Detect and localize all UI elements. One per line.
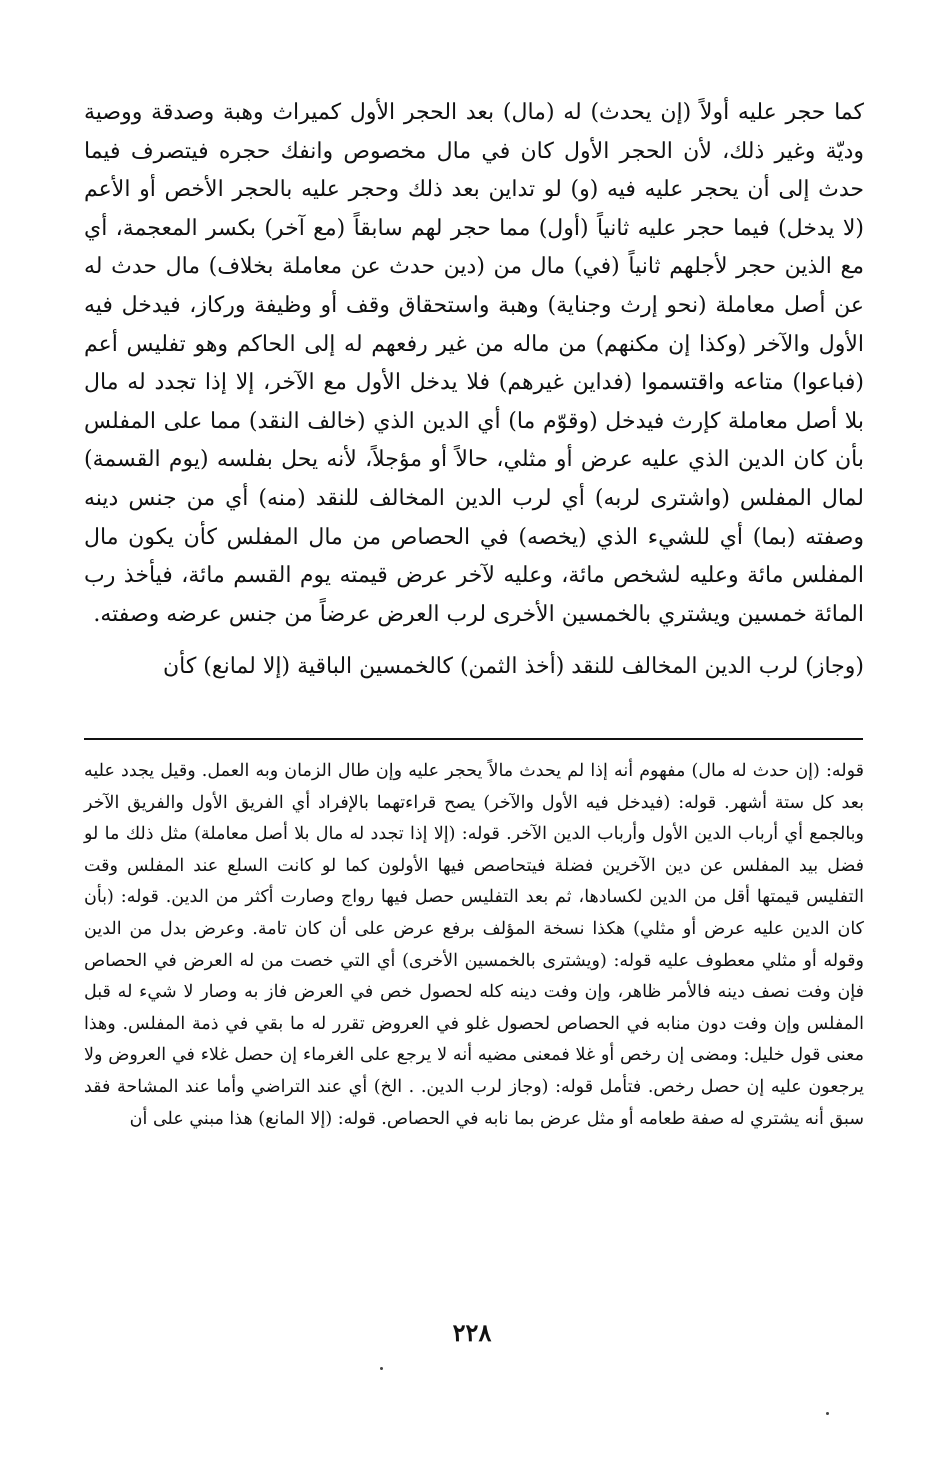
scan-speck bbox=[380, 1367, 383, 1370]
scan-speck bbox=[826, 1412, 829, 1415]
main-paragraph: (وجاز) لرب الدين المخالف للنقد (أخذ الثمن) كالخمسين الباقية (إلا لمانع) كأن bbox=[162, 654, 864, 680]
footnotes-block bbox=[84, 756, 864, 1135]
page-number: ٢٢٨ bbox=[452, 1318, 492, 1347]
footnote-separator bbox=[84, 738, 863, 740]
main-text-block bbox=[84, 94, 864, 687]
main-paragraph: كما حجر عليه أولاً (إن يحدث) له (مال) بعد الحجر الأول كميراث وهبة وصدقة ووصية وديّة وغير ذلك، لأن الحجر الأول كان في مال مخصوص وانفك حجره فيتصرف فيما حدث إلى أن يحجر عليه فيه (و) لو تداين بعد ذلك وحجر عليه بالحجر الأخص أو الأعم (لا يدخل) فيما حجر عليه ثانياً (أول) مما حجر لهم سابقاً (مع آخر) بكسر المعجمة، أي مع الذين حجر لأجلهم ثانياً (في) مال من (دين حدث عن معاملة بخلاف) مال حدث له عن أصل معاملة (نحو إرث وجناية) وهبة واستحقاق وقف أو وظيفة وركاز، فيدخل فيه الأول والآخر (وكذا إن مكنهم) من ماله من غير رفعهم له إلى الحاكم وهو تفليس أعم (فباعوا) متاعه واقتسموا (فداين غيرهم) فلا يدخل الأول مع الآخر، إلا إذا تجدد له مال بلا أصل معاملة كإرث فيدخل (وقوّم ما) أي الدين الذي (خالف النقد) مما على المفلس بأن كان الدين الذي عليه عرض أو مثلي، حالاً أو مؤجلاً، لأنه يحل بفلسه (يوم القسمة) لمال المفلس (واشترى لربه) أي لرب الدين المخالف للنقد (منه) أي من جنس دينه وصفته (بما) أي للشيء الذي (يخصه) في الحصاص من مال المفلس كأن يكون مال المفلس مائة وعليه لشخص مائة، وعليه لآخر عرض قيمته يوم القسم مائة، فيأخذ رب المائة خمسين ويشتري بالخمسين الأخرى لرب العرض عرضاً من جنس عرضه وصفته. bbox=[84, 100, 865, 627]
footnote-text: قوله: (إن حدث له مال) مفهوم أنه إذا لم يحدث مالاً يحجر عليه وإن طال الزمان وبه العمل. وقيل يجدد عليه بعد كل ستة أشهر. قوله: (فيدخل فيه الأول والآخر) يصح قراءتهما بالإفراد أي الفريق الأول والفريق الآخر وبالجمع أي أرباب الدين الأول وأرباب الدين الآخر. قوله: (إلا إذا تجدد له مال بلا أصل معاملة) مثل ذلك ما لو فضل بيد المفلس عن دين الآخرين فضلة فيتحاصص فيها الأولون كما لو كانت السلع عند المفلس وقت التفليس قيمتها أقل من الدين لكسادها، ثم بعد التفليس حصل فيها رواج وصارت أكثر من الدين. قوله: (بأن كان الدين عليه عرض أو مثلي) هكذا نسخة المؤلف برفع عرض على أن كان تامة. وعرض بدل من الدين وقوله أو مثلي معطوف عليه قوله: (ويشترى بالخمسين الأخرى) أي التي خصت من له العرض في الحصاص فإن وفت نصف دينه فالأمر ظاهر، وإن وفت دينه كله لحصول خص في العرض فاز به وصار لا شيء له قبل المفلس وإن وفت دون منابه في الحصاص لحصول غلو في العروض تقرر له ما بقي في ذمة المفلس. وهذا معنى قول خليل: ومضى إن رخص أو غلا فمعنى مضيه أنه لا يرجع على الغرماء إن حصل غلاء في العروض ولا يرجعون عليه إن حصل رخص. فتأمل قوله: (وجاز لرب الدين. . الخ) أي عند التراضي وأما عند المشاحة فقد سبق أنه يشتري له صفة طعامه أو مثل عرض بما نابه في الحصاص. قوله: (إلا المانع) هذا مبني على أن bbox=[84, 761, 864, 1129]
